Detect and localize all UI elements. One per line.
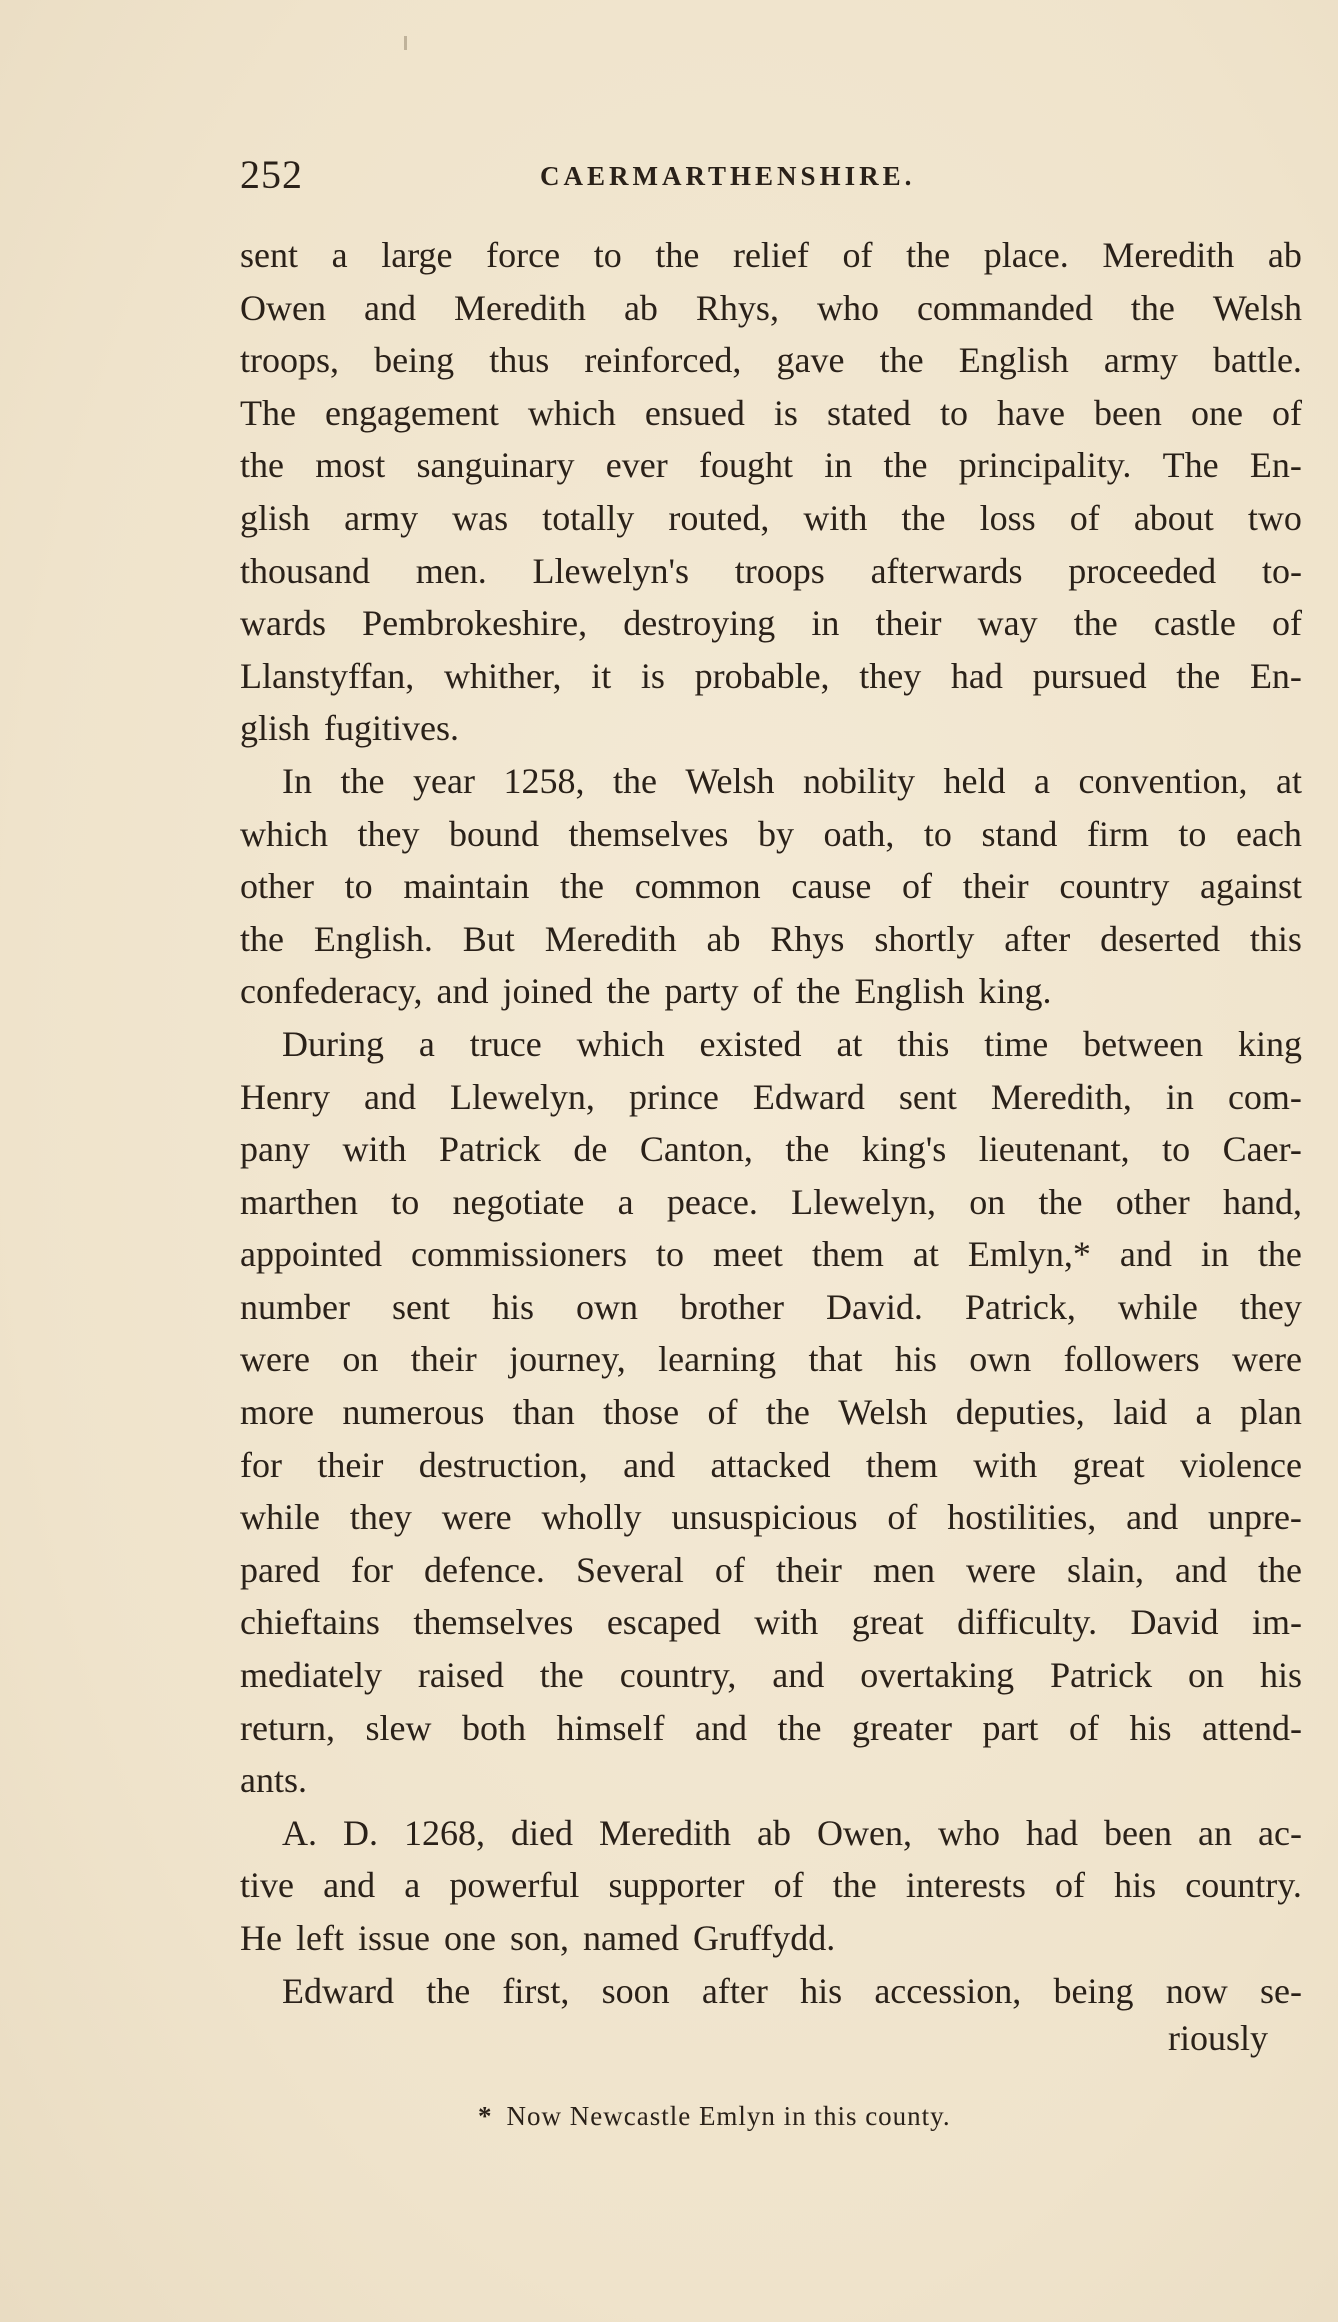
text-line: chieftains themselves escaped with great difficulty. David im-: [240, 1602, 1302, 1643]
text-line: sent a large force to the relief of the place. Meredith ab: [240, 235, 1302, 275]
text-line: pared for defence. Several of their men were slain, and the: [240, 1549, 1302, 1590]
running-head: [240, 150, 1140, 200]
text-line: appointed commissioners to meet them at Emlyn,* and in the: [240, 1234, 1302, 1275]
running-title: CAERMARTHENSHIRE.: [540, 161, 916, 191]
text-line: He left issue one son, named Gruffydd.: [240, 1918, 836, 1958]
footnote-marker: *: [478, 2101, 493, 2131]
text-line: the most sanguinary ever fought in the principality. The En-: [240, 445, 1302, 486]
text-line: glish fugitives.: [240, 708, 459, 749]
text-line: thousand men. Llewelyn's troops afterwards proceeded to-: [240, 550, 1302, 591]
text-line: pany with Patrick de Canton, the king's lieutenant, to Caer-: [240, 1129, 1302, 1170]
body-text: [240, 229, 1302, 2017]
footnote: [478, 2096, 951, 2136]
text-line: During a truce which existed at this time between king: [282, 1023, 1302, 1064]
text-line: other to maintain the common cause of their country against: [240, 866, 1302, 907]
text-line: the English. But Meredith ab Rhys shortly after deserted this: [240, 918, 1302, 959]
text-line: marthen to negotiate a peace. Llewelyn, on the other hand,: [240, 1181, 1302, 1222]
footnote-text: Now Newcastle Emlyn in this county.: [506, 2101, 951, 2131]
text-line: In the year 1258, the Welsh nobility held a convention, at: [282, 760, 1302, 801]
text-line: Owen and Meredith ab Rhys, who commanded the Welsh: [240, 287, 1302, 328]
text-line: The engagement which ensued is stated to have been one of: [240, 392, 1302, 433]
text-line: A. D. 1268, died Meredith ab Owen, who had been an ac-: [282, 1812, 1302, 1853]
text-line: ants.: [240, 1760, 307, 1801]
text-line: return, slew both himself and the greater part of his attend-: [240, 1707, 1302, 1748]
text-line: mediately raised the country, and overtaking Patrick on his: [240, 1655, 1302, 1696]
text-line: confederacy, and joined the party of the English king.: [240, 971, 1052, 1012]
text-line: Henry and Llewelyn, prince Edward sent Meredith, in com-: [240, 1076, 1302, 1117]
catchword: riously: [1168, 2018, 1269, 2058]
text-line: troops, being thus reinforced, gave the English army battle.: [240, 340, 1302, 381]
text-line: while they were wholly unsuspicious of hostilities, and unpre-: [240, 1497, 1302, 1538]
text-line: which they bound themselves by oath, to stand firm to each: [240, 813, 1302, 854]
text-line: tive and a powerful supporter of the interests of his country.: [240, 1865, 1302, 1906]
text-line: number sent his own brother David. Patrick, while they: [240, 1286, 1302, 1327]
text-line: wards Pembrokeshire, destroying in their way the castle of: [240, 603, 1302, 644]
text-line: for their destruction, and attacked them with great violence: [240, 1444, 1302, 1485]
text-line: Edward the first, soon after his accession, being now se-: [282, 1970, 1302, 2011]
text-line: glish army was totally routed, with the loss of about two: [240, 497, 1302, 538]
page-number: 252: [240, 152, 303, 197]
text-line: Llanstyffan, whither, it is probable, they had pursued the En-: [240, 655, 1302, 696]
page-mark: [404, 36, 407, 50]
text-line: more numerous than those of the Welsh deputies, laid a plan: [240, 1392, 1302, 1433]
text-line: were on their journey, learning that his own followers were: [240, 1339, 1302, 1380]
